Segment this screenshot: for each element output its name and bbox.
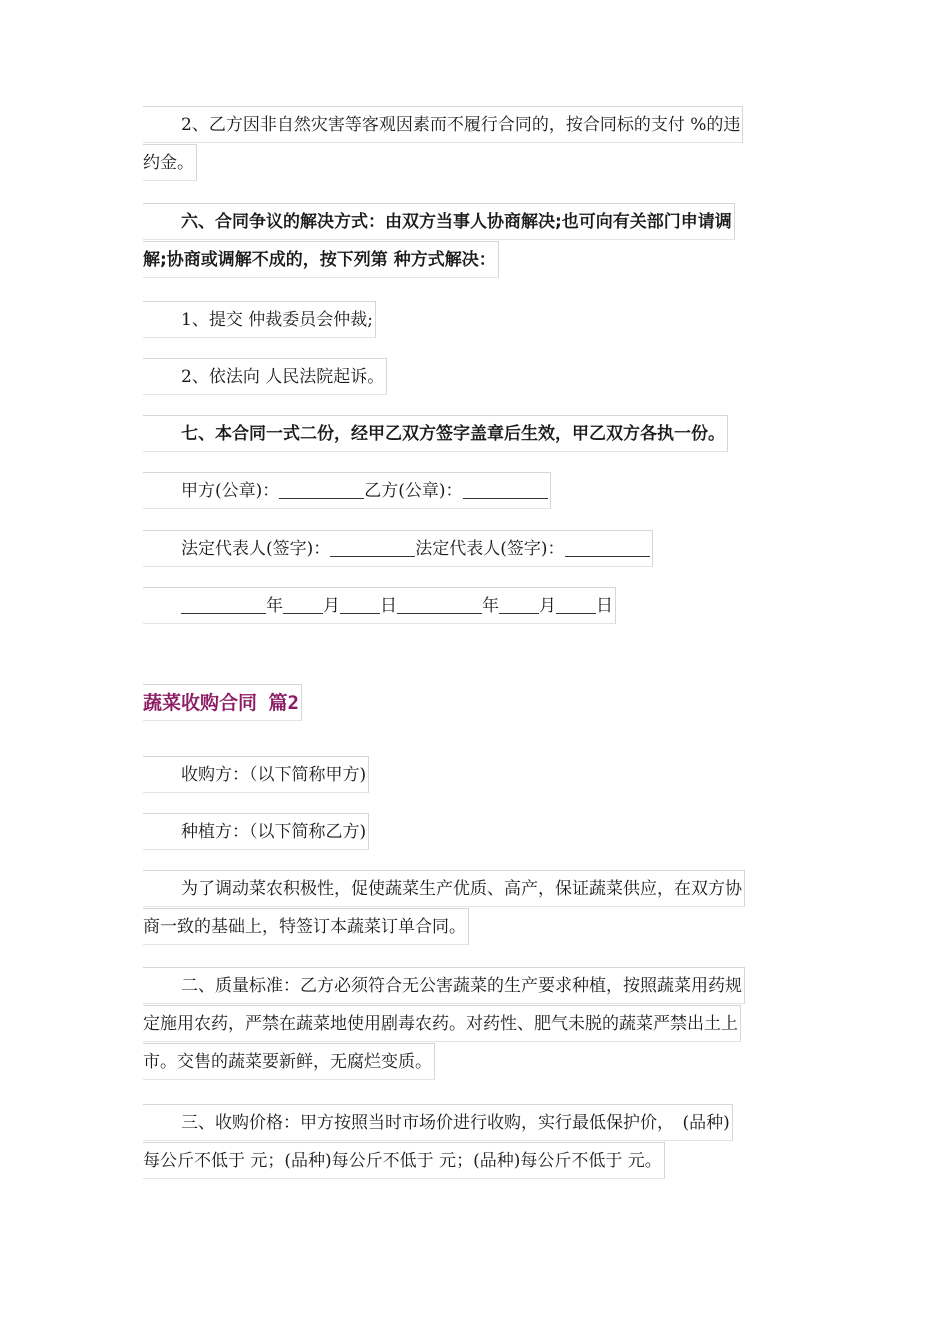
penalty-clause-line-2: 约金。 [143,144,197,181]
price-line-1: 三、收购价格：甲方按照当时市场价进行收购，实行最低保护价， (品种) [143,1104,733,1141]
year-a-label: 年 [266,596,283,616]
year-b-blank [397,593,482,614]
party-a-seal-label: 甲方(公章)： [181,481,280,501]
month-b-label: 月 [539,596,556,616]
party-b-seal-label: 乙方(公章)： [364,481,463,501]
dispute-option-arbitration-text: 1、提交 仲裁委员会仲裁; [143,301,376,338]
day-a-blank [340,593,380,614]
buyer-text: 收购方：（以下简称甲方) [143,756,369,793]
month-a-label: 月 [323,596,340,616]
date-line-content [143,587,616,624]
copies-clause-text: 七、本合同一式二份，经甲乙双方签字盖章后生效，甲乙双方各执一份。 [143,415,728,452]
day-a-label: 日 [380,596,397,616]
intro-paragraph [143,870,813,946]
price-paragraph [143,1104,813,1180]
dispute-option-court-text: 2、依法向 人民法院起诉。 [143,358,387,395]
day-b-blank [556,593,596,614]
legal-rep-b-blank [565,536,650,557]
seal-line-content [143,472,551,509]
copies-clause [143,415,813,453]
legal-rep-a-blank [330,536,415,557]
year-b-label: 年 [482,596,499,616]
date-line [143,587,813,625]
penalty-clause [143,106,813,182]
seal-line [143,472,813,510]
month-b-blank [499,593,539,614]
month-a-blank [283,593,323,614]
dispute-clause-line-2: 解;协商或调解不成的，按下列第 种方式解决： [143,241,499,278]
legal-rep-line-content [143,530,653,567]
dispute-clause [143,203,813,279]
buyer-line [143,756,813,794]
legal-rep-b-label: 法定代表人(签字)： [415,539,565,559]
quality-paragraph [143,967,813,1081]
section-2-heading [143,684,813,723]
dispute-option-court [143,358,813,396]
intro-line-1: 为了调动菜农积极性，促使蔬菜生产优质、高产，保证蔬菜供应，在双方协 [143,870,745,907]
dispute-option-arbitration [143,301,813,339]
quality-line-3: 市。交售的蔬菜要新鲜，无腐烂变质。 [143,1043,435,1080]
dispute-clause-line-1: 六、合同争议的解决方式：由双方当事人协商解决;也可向有关部门申请调 [143,203,735,240]
legal-rep-a-label: 法定代表人(签字)： [181,539,331,559]
legal-rep-line [143,530,813,568]
quality-line-2: 定施用农药，严禁在蔬菜地使用剧毒农药。对药性、肥气未脱的蔬菜严禁出土上 [143,1005,741,1042]
quality-line-1: 二、质量标准：乙方必须符合无公害蔬菜的生产要求种植，按照蔬菜用药规 [143,967,745,1004]
year-a-blank [181,593,266,614]
party-b-seal-blank [463,478,548,499]
grower-line [143,813,813,851]
intro-line-2: 商一致的基础上，特签订本蔬菜订单合同。 [143,908,469,945]
section-2-heading-text: 蔬菜收购合同 篇2 [143,684,302,721]
price-line-2: 每公斤不低于 元；(品种)每公斤不低于 元；(品种)每公斤不低于 元。 [143,1142,665,1179]
penalty-clause-line-1: 2、乙方因非自然灾害等客观因素而不履行合同的，按合同标的支付 %的违 [143,106,743,143]
party-a-seal-blank [279,478,364,499]
grower-text: 种植方：（以下简称乙方) [143,813,369,850]
day-b-label: 日 [596,596,613,616]
